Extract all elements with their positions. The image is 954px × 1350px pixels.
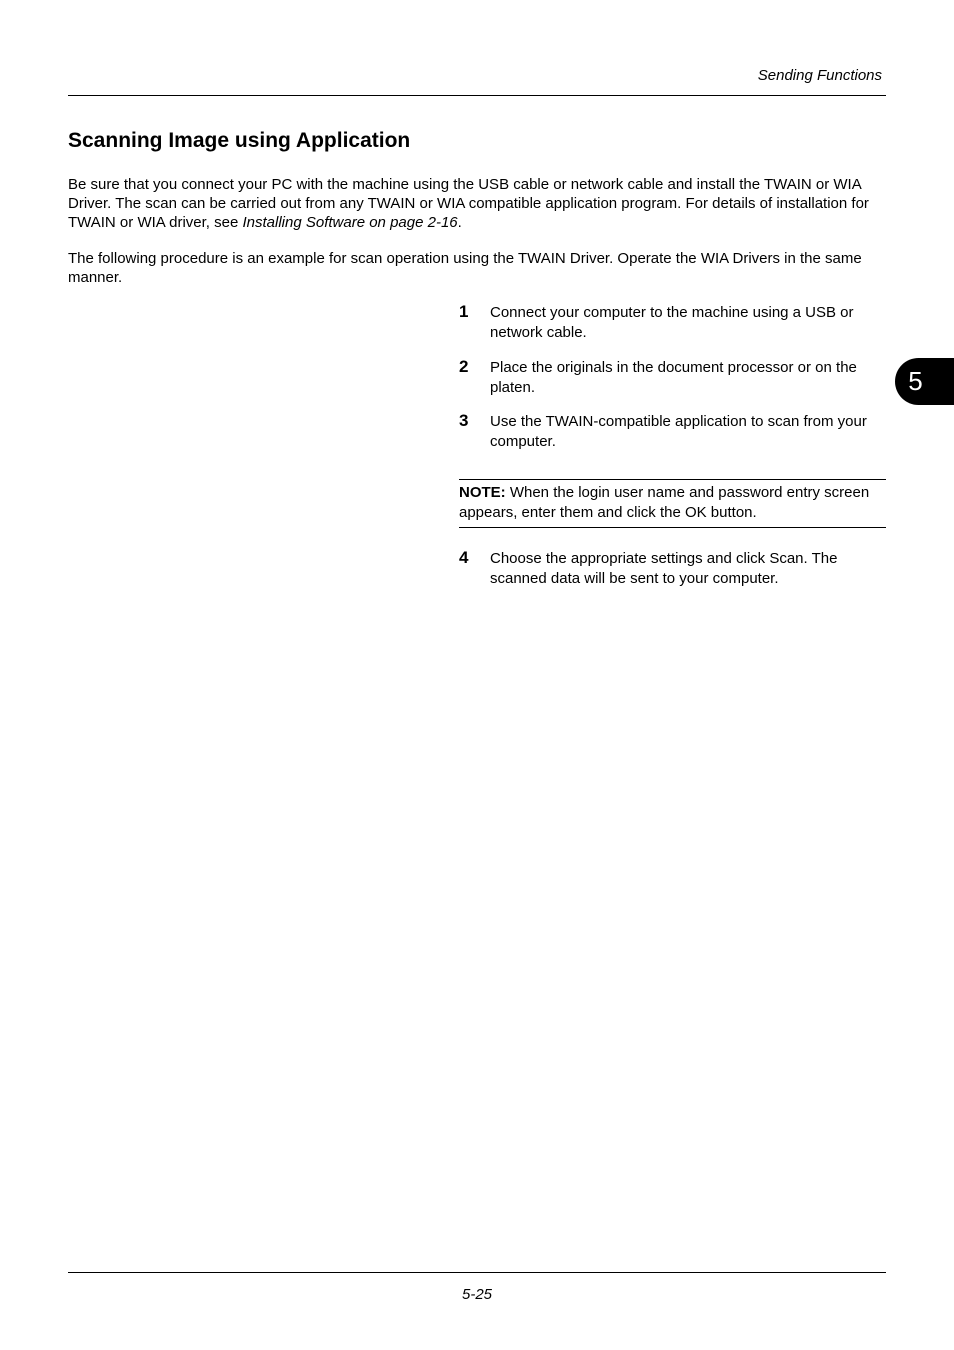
intro-text-end: . <box>457 214 462 231</box>
step-text: Connect your computer to the machine using a USB or network cable. <box>490 304 854 341</box>
step-number: 2 <box>459 357 469 376</box>
section-title: Scanning Image using Application <box>68 129 411 152</box>
step-text: Use the TWAIN-compatible application to scan from your computer. <box>490 413 867 450</box>
step-number: 4 <box>459 548 469 567</box>
step-number: 3 <box>459 411 469 430</box>
note-text: When the login user name and password entry screen appears, enter them and click the OK button. <box>459 484 870 521</box>
intro-paragraph <box>68 175 886 232</box>
chapter-tab <box>895 358 954 405</box>
step-text: Place the originals in the document processor or on the platen. <box>490 359 857 396</box>
procedure-intro: The following procedure is an example for scan operation using the TWAIN Driver. Operate the WIA Drivers in the same manner. <box>68 250 862 286</box>
intro-text: Be sure that you connect your PC with the machine using the USB cable or network cable and install the TWAIN or WIA Driver. The scan can be carried out from any TWAIN or WIA compatible application program. For details of installation for TWAIN or WIA driver, see <box>68 176 869 231</box>
cross-reference: Installing Software on page 2-16 <box>242 214 458 231</box>
page-number: 5-25 <box>461 1286 493 1303</box>
step-text: Choose the appropriate settings and click Scan. The scanned data will be sent to your computer. <box>490 550 838 587</box>
running-header: Sending Functions <box>757 67 882 84</box>
header-divider <box>68 95 886 96</box>
chapter-number: 5 <box>908 366 923 396</box>
note-box <box>459 479 886 528</box>
step-number: 1 <box>459 302 469 321</box>
footer-divider <box>68 1272 886 1273</box>
note-label: NOTE: <box>459 484 506 501</box>
